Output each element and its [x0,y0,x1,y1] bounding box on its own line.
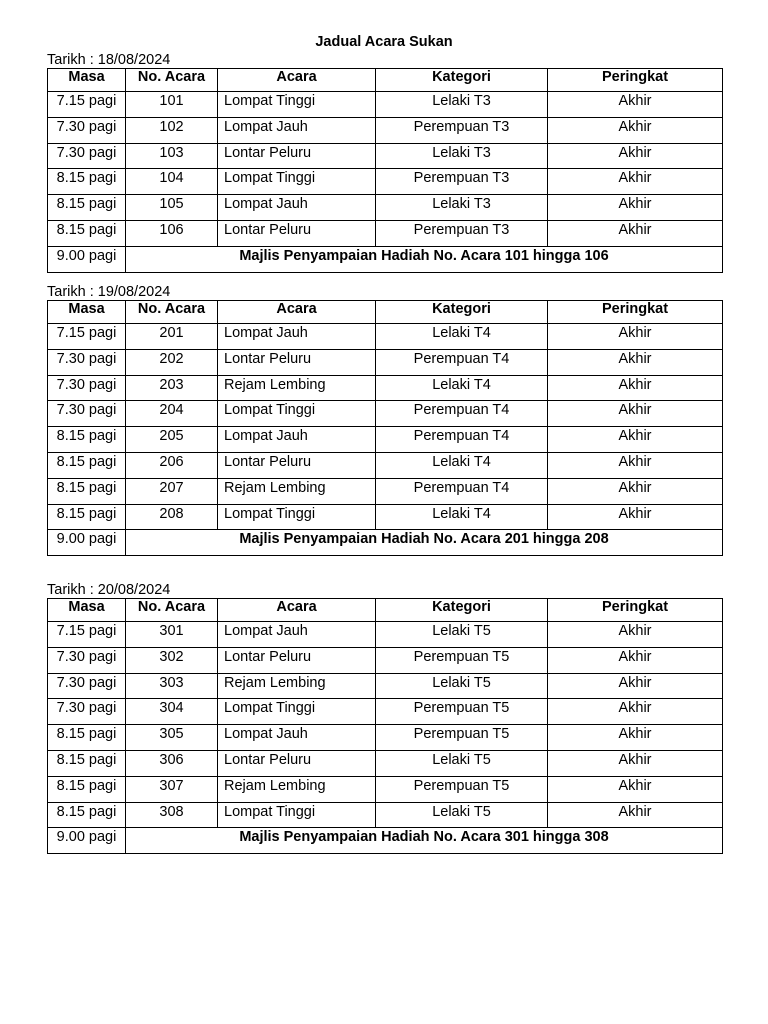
header-kategori: Kategori [376,599,548,622]
cell-kategori: Perempuan T3 [376,117,548,143]
cell-peringkat: Akhir [548,725,723,751]
cell-acara: Lompat Tinggi [218,699,376,725]
cell-no-acara: 308 [126,802,218,828]
cell-kategori: Lelaki T5 [376,802,548,828]
cell-acara: Lompat Tinggi [218,401,376,427]
cell-no-acara: 203 [126,375,218,401]
table-row [48,349,723,375]
cell-kategori: Lelaki T5 [376,673,548,699]
cell-acara: Rejam Lembing [218,776,376,802]
cell-acara: Lompat Tinggi [218,169,376,195]
table-row [48,220,723,246]
ceremony-text: Majlis Penyampaian Hadiah No. Acara 201 hingga 208 [126,530,723,556]
schedule-table [47,598,723,854]
cell-no-acara: 205 [126,427,218,453]
cell-peringkat: Akhir [548,776,723,802]
cell-kategori: Lelaki T4 [376,324,548,350]
cell-no-acara: 208 [126,504,218,530]
table-row [48,478,723,504]
cell-acara: Rejam Lembing [218,375,376,401]
cell-masa: 7.30 pagi [48,375,126,401]
cell-kategori: Perempuan T4 [376,349,548,375]
cell-no-acara: 104 [126,169,218,195]
cell-no-acara: 301 [126,622,218,648]
cell-acara: Lontar Peluru [218,143,376,169]
cell-acara: Lompat Jauh [218,195,376,221]
schedule-table [47,300,723,556]
cell-acara: Lompat Jauh [218,117,376,143]
cell-no-acara: 101 [126,92,218,118]
cell-peringkat: Akhir [548,750,723,776]
day-section-19-08-2024 [47,284,722,556]
cell-no-acara: 307 [126,776,218,802]
document-title: Jadual Acara Sukan [315,34,453,50]
cell-kategori: Perempuan T5 [376,776,548,802]
cell-acara: Lompat Tinggi [218,504,376,530]
cell-masa: 7.15 pagi [48,324,126,350]
cell-peringkat: Akhir [548,143,723,169]
cell-acara: Rejam Lembing [218,478,376,504]
cell-acara: Lontar Peluru [218,220,376,246]
cell-masa: 7.30 pagi [48,143,126,169]
ceremony-row [48,828,723,854]
cell-peringkat: Akhir [548,622,723,648]
cell-acara: Lontar Peluru [218,750,376,776]
cell-peringkat: Akhir [548,699,723,725]
table-row [48,92,723,118]
cell-masa: 8.15 pagi [48,427,126,453]
cell-peringkat: Akhir [548,401,723,427]
cell-acara: Lompat Tinggi [218,92,376,118]
cell-masa: 8.15 pagi [48,725,126,751]
table-row [48,143,723,169]
table-row [48,699,723,725]
cell-no-acara: 207 [126,478,218,504]
table-header-row [48,301,723,324]
cell-acara: Lompat Jauh [218,725,376,751]
cell-peringkat: Akhir [548,802,723,828]
cell-kategori: Perempuan T4 [376,401,548,427]
cell-peringkat: Akhir [548,478,723,504]
cell-masa: 7.30 pagi [48,401,126,427]
cell-masa: 8.15 pagi [48,802,126,828]
cell-no-acara: 106 [126,220,218,246]
cell-masa: 8.15 pagi [48,478,126,504]
table-row [48,324,723,350]
table-row [48,647,723,673]
cell-acara: Lontar Peluru [218,349,376,375]
cell-masa: 9.00 pagi [48,246,126,272]
cell-no-acara: 206 [126,452,218,478]
date-label: Tarikh : 19/08/2024 [47,284,171,300]
cell-masa: 7.30 pagi [48,117,126,143]
cell-kategori: Lelaki T4 [376,504,548,530]
table-row [48,802,723,828]
header-peringkat: Peringkat [548,599,723,622]
table-row [48,504,723,530]
cell-kategori: Perempuan T3 [376,169,548,195]
cell-masa: 9.00 pagi [48,530,126,556]
cell-kategori: Lelaki T5 [376,750,548,776]
cell-no-acara: 306 [126,750,218,776]
cell-kategori: Lelaki T3 [376,92,548,118]
cell-acara: Lompat Tinggi [218,802,376,828]
cell-masa: 7.30 pagi [48,349,126,375]
cell-masa: 7.15 pagi [48,622,126,648]
header-no-acara: No. Acara [126,69,218,92]
header-acara: Acara [218,69,376,92]
cell-kategori: Perempuan T5 [376,725,548,751]
cell-masa: 7.30 pagi [48,647,126,673]
cell-masa: 7.30 pagi [48,699,126,725]
cell-peringkat: Akhir [548,169,723,195]
date-label: Tarikh : 20/08/2024 [47,582,171,598]
cell-acara: Lompat Jauh [218,427,376,453]
cell-peringkat: Akhir [548,427,723,453]
header-acara: Acara [218,301,376,324]
table-row [48,375,723,401]
table-row [48,673,723,699]
cell-masa: 8.15 pagi [48,452,126,478]
cell-peringkat: Akhir [548,375,723,401]
date-label: Tarikh : 18/08/2024 [47,52,171,68]
table-row [48,452,723,478]
cell-kategori: Lelaki T3 [376,195,548,221]
schedule-table [47,68,723,273]
cell-kategori: Perempuan T4 [376,478,548,504]
cell-no-acara: 304 [126,699,218,725]
cell-peringkat: Akhir [548,92,723,118]
table-row [48,169,723,195]
cell-no-acara: 305 [126,725,218,751]
ceremony-row [48,246,723,272]
cell-peringkat: Akhir [548,673,723,699]
header-peringkat: Peringkat [548,69,723,92]
cell-masa: 8.15 pagi [48,776,126,802]
ceremony-text: Majlis Penyampaian Hadiah No. Acara 101 hingga 106 [126,246,723,272]
header-masa: Masa [48,301,126,324]
cell-kategori: Perempuan T3 [376,220,548,246]
table-row [48,117,723,143]
cell-no-acara: 302 [126,647,218,673]
cell-no-acara: 201 [126,324,218,350]
day-section-20-08-2024 [47,582,722,854]
cell-no-acara: 102 [126,117,218,143]
cell-masa: 9.00 pagi [48,828,126,854]
cell-masa: 8.15 pagi [48,169,126,195]
cell-kategori: Lelaki T5 [376,622,548,648]
header-acara: Acara [218,599,376,622]
table-row [48,725,723,751]
header-no-acara: No. Acara [126,599,218,622]
table-row [48,401,723,427]
header-kategori: Kategori [376,301,548,324]
cell-peringkat: Akhir [548,195,723,221]
cell-masa: 8.15 pagi [48,220,126,246]
cell-peringkat: Akhir [548,220,723,246]
cell-no-acara: 303 [126,673,218,699]
cell-kategori: Perempuan T4 [376,427,548,453]
cell-no-acara: 202 [126,349,218,375]
cell-peringkat: Akhir [548,324,723,350]
cell-kategori: Perempuan T5 [376,647,548,673]
cell-acara: Lontar Peluru [218,647,376,673]
cell-masa: 7.15 pagi [48,92,126,118]
cell-kategori: Perempuan T5 [376,699,548,725]
cell-peringkat: Akhir [548,349,723,375]
cell-no-acara: 105 [126,195,218,221]
cell-masa: 8.15 pagi [48,750,126,776]
header-peringkat: Peringkat [548,301,723,324]
cell-no-acara: 204 [126,401,218,427]
header-masa: Masa [48,69,126,92]
ceremony-row [48,530,723,556]
cell-masa: 8.15 pagi [48,195,126,221]
header-masa: Masa [48,599,126,622]
table-header-row [48,69,723,92]
table-row [48,776,723,802]
cell-masa: 7.30 pagi [48,673,126,699]
cell-peringkat: Akhir [548,452,723,478]
table-row [48,195,723,221]
cell-peringkat: Akhir [548,117,723,143]
cell-acara: Rejam Lembing [218,673,376,699]
day-section-18-08-2024 [47,52,722,273]
cell-peringkat: Akhir [548,504,723,530]
cell-acara: Lompat Jauh [218,324,376,350]
cell-kategori: Lelaki T4 [376,452,548,478]
cell-no-acara: 103 [126,143,218,169]
header-kategori: Kategori [376,69,548,92]
cell-kategori: Lelaki T4 [376,375,548,401]
table-row [48,427,723,453]
cell-kategori: Lelaki T3 [376,143,548,169]
cell-acara: Lompat Jauh [218,622,376,648]
header-no-acara: No. Acara [126,301,218,324]
cell-acara: Lontar Peluru [218,452,376,478]
cell-masa: 8.15 pagi [48,504,126,530]
ceremony-text: Majlis Penyampaian Hadiah No. Acara 301 hingga 308 [126,828,723,854]
table-row [48,750,723,776]
cell-peringkat: Akhir [548,647,723,673]
table-row [48,622,723,648]
table-header-row [48,599,723,622]
